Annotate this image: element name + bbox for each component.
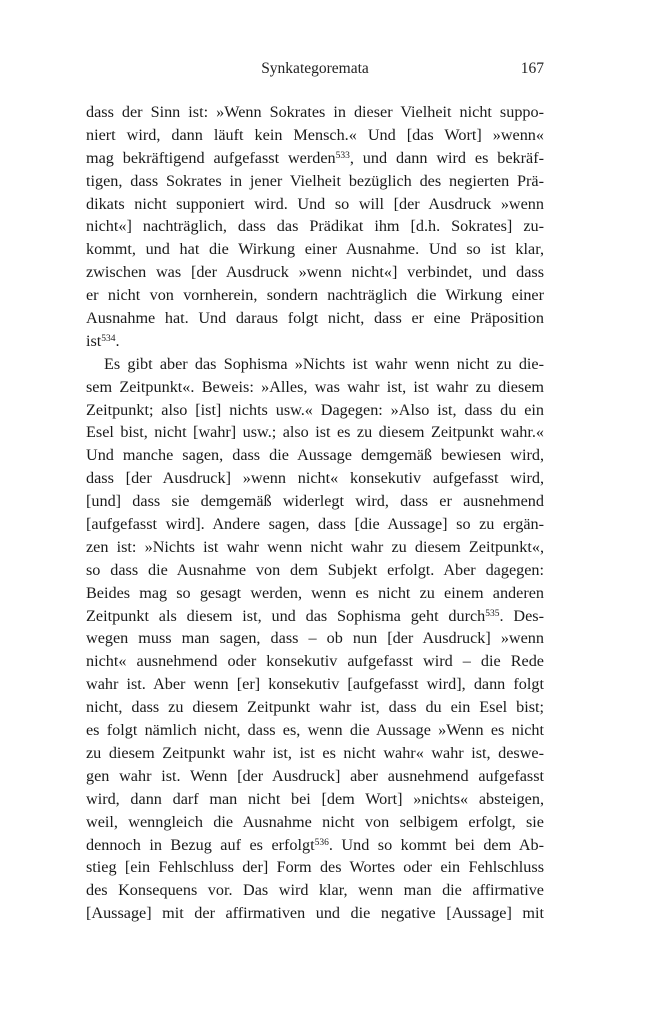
text-line <box>86 559 544 582</box>
text-line <box>86 513 544 536</box>
line-text: er nicht von vornherein, sondern nachträglich die Wirkung einer <box>86 286 544 305</box>
line-text: es folgt nämlich nicht, dass es, wenn die Aussage »Wenn es nicht <box>86 721 544 740</box>
line-text: [Aussage] mit der affirmativen und die negative [Aussage] mit <box>86 904 544 923</box>
line-text: dennoch in Bezug auf es erfolgt <box>86 835 315 854</box>
line-text: sem Zeitpunkt«. Beweis: »Alles, was wahr ist, ist wahr zu diesem <box>86 377 544 396</box>
text-line <box>86 627 544 650</box>
line-text: wird, dann darf man nicht bei [dem Wort] »nichts« absteigen, <box>86 789 544 808</box>
line-text-continued: , und dann wird es bekräf- <box>349 148 544 167</box>
line-text: wahr ist. Aber wenn [er] konsekutiv [aufgefasst wird], dann folgt <box>86 675 544 694</box>
line-text: dass der Sinn ist: »Wenn Sokrates in dieser Vielheit nicht suppo- <box>86 103 544 121</box>
text-line <box>86 696 544 719</box>
line-text: des Konsequens vor. Das wird klar, wenn man die affirmative <box>86 881 544 900</box>
line-text: Ausnahme hat. Und daraus folgt nicht, dass er eine Präposition <box>86 309 544 328</box>
line-text: dikats nicht supponiert wird. Und so will [der Ausdruck »wenn <box>86 194 544 213</box>
line-text: gen wahr ist. Wenn [der Ausdruck] aber ausnehmend aufgefasst <box>86 766 544 785</box>
text-line <box>86 856 544 879</box>
running-head <box>86 60 544 84</box>
text-line <box>86 284 544 307</box>
line-text-continued: . Und so kommt bei dem Ab- <box>328 835 544 854</box>
line-text: nicht, dass zu diesem Zeitpunkt wahr ist, dass du ein Esel bist; <box>86 698 544 717</box>
text-line <box>86 353 544 376</box>
line-text: wegen muss man sagen, dass – ob nun [der Ausdruck] »wenn <box>86 629 544 648</box>
line-text: weil, wenngleich die Ausnahme nicht von selbigem erfolgt, sie <box>86 812 544 831</box>
text-line <box>86 490 544 513</box>
text-line <box>86 261 544 284</box>
line-text: Es gibt aber das Sophisma »Nichts ist wahr wenn nicht zu die- <box>104 354 544 373</box>
text-line <box>86 902 544 925</box>
text-line <box>86 376 544 399</box>
text-line <box>86 673 544 696</box>
text-line <box>86 421 544 444</box>
text-line <box>86 193 544 216</box>
footnote-marker: 533 <box>335 150 350 161</box>
text-line <box>86 444 544 467</box>
text-line <box>86 124 544 147</box>
text-line <box>86 765 544 788</box>
footnote-marker: 536 <box>314 837 329 848</box>
line-text: zu diesem Zeitpunkt wahr ist, ist es nicht wahr« wahr ist, deswe- <box>86 743 544 762</box>
text-line <box>86 147 544 170</box>
running-title: Synkategoremata <box>261 60 369 77</box>
line-text: [und] dass sie demgemäß widerlegt wird, dass er ausnehmend <box>86 492 544 511</box>
footnote-marker: 534 <box>101 333 116 344</box>
text-line <box>86 788 544 811</box>
text-line <box>86 330 544 353</box>
text-line <box>86 834 544 857</box>
text-line <box>86 742 544 765</box>
text-line <box>86 215 544 238</box>
line-text: Beides mag so gesagt werden, wenn es nicht zu einem anderen <box>86 583 544 602</box>
line-text: zen ist: »Nichts ist wahr wenn nicht wahr zu diesem Zeitpunkt«, <box>86 537 544 556</box>
text-line <box>86 170 544 193</box>
line-text: Zeitpunkt; also [ist] nichts usw.« Dagegen: »Also ist, dass du ein <box>86 400 544 419</box>
line-text: dass [der Ausdruck] »wenn nicht« konsekutiv aufgefasst wird, <box>86 469 544 488</box>
text-line <box>86 811 544 834</box>
line-text: tigen, dass Sokrates in jener Vielheit bezüglich des negierten Prä- <box>86 171 544 190</box>
text-line <box>86 605 544 628</box>
text-line <box>86 467 544 490</box>
line-text: stieg [ein Fehlschluss der] Form des Wortes oder ein Fehlschluss <box>86 858 544 877</box>
line-text: niert wird, dann läuft kein Mensch.« Und [das Wort] »wenn« <box>86 125 544 144</box>
line-text-continued: . <box>115 331 120 350</box>
line-text: Zeitpunkt als diesem ist, und das Sophisma geht durch <box>86 606 486 625</box>
footnote-marker: 535 <box>485 608 500 619</box>
text-line <box>86 399 544 422</box>
line-text-continued: . Des- <box>499 606 544 625</box>
line-text: so dass die Ausnahme von dem Subjekt erfolgt. Aber dagegen: <box>86 560 544 579</box>
text-line <box>86 582 544 605</box>
text-line <box>86 879 544 902</box>
page-number: 167 <box>520 60 544 77</box>
line-text: kommt, und hat die Wirkung einer Ausnahme. Und so ist klar, <box>86 240 544 259</box>
line-text: [aufgefasst wird]. Andere sagen, dass [die Aussage] so zu ergän- <box>86 515 544 534</box>
line-text: nicht«] nachträglich, dass das Prädikat ihm [d.h. Sokrates] zu- <box>86 217 544 236</box>
line-text: zwischen was [der Ausdruck »wenn nicht«] verbindet, und dass <box>86 263 544 282</box>
text-line <box>86 101 544 124</box>
line-text: ist <box>86 331 102 350</box>
text-line <box>86 536 544 559</box>
line-text: nicht« ausnehmend oder konsekutiv aufgefasst wird – die Rede <box>86 652 544 671</box>
line-text: Esel bist, nicht [wahr] usw.; also ist es zu diesem Zeitpunkt wahr.« <box>86 423 544 442</box>
body-text <box>86 101 544 925</box>
text-line <box>86 238 544 261</box>
line-text: Und manche sagen, dass die Aussage demgemäß bewiesen wird, <box>86 446 544 465</box>
text-line <box>86 307 544 330</box>
text-line <box>86 650 544 673</box>
line-text: mag bekräftigend aufgefasst werden <box>86 148 336 167</box>
text-line <box>86 719 544 742</box>
